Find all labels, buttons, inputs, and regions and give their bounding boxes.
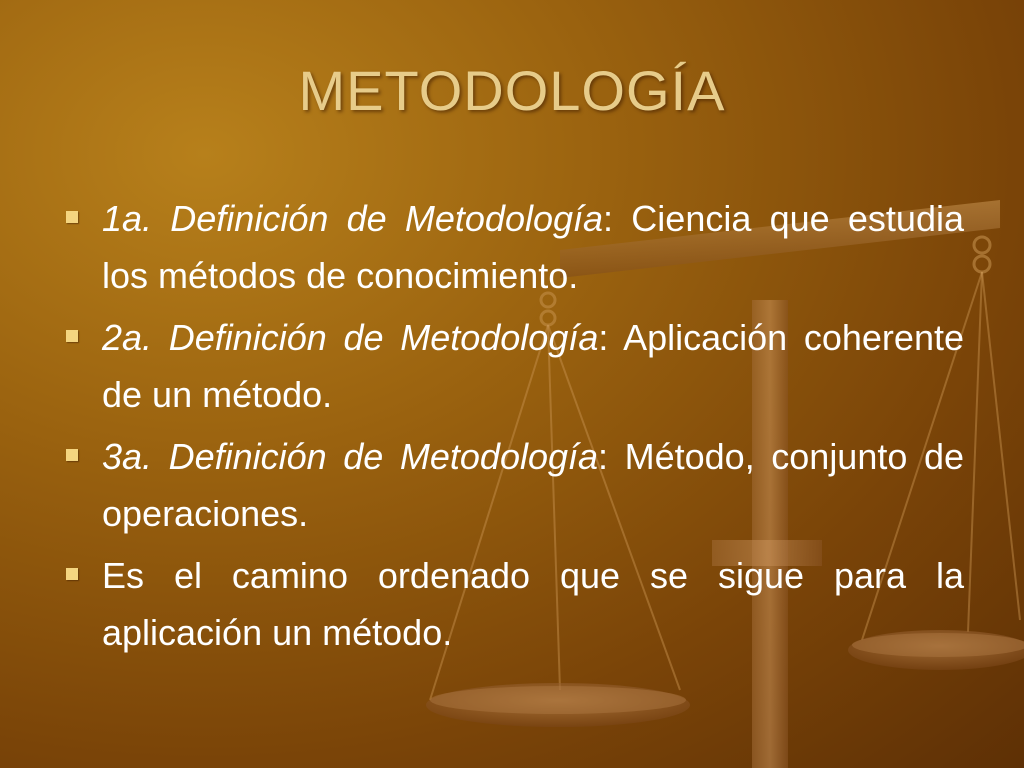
definition-term: 1a. Definición de Metodología [102, 198, 604, 239]
square-bullet-icon [66, 330, 78, 342]
square-bullet-icon [66, 211, 78, 223]
definition-text: Ciencia que estudia los métodos de conocimiento. [102, 198, 964, 296]
term-separator: : [598, 317, 609, 358]
bullet-list [60, 190, 964, 666]
list-item [60, 309, 964, 423]
list-item [60, 547, 964, 661]
square-bullet-icon [66, 449, 78, 461]
list-item [60, 190, 964, 304]
definition-text: Método, conjunto de operaciones. [102, 436, 964, 534]
definition-term: 2a. Definición de Metodología [102, 317, 599, 358]
slide-title: METODOLOGÍA [298, 59, 726, 122]
definition-term: 3a. Definición de Metodología [102, 436, 599, 477]
term-separator: : [603, 198, 614, 239]
definition-text: Aplicación coherente de un método. [102, 317, 964, 415]
list-item [60, 428, 964, 542]
statement-text: Es el camino ordenado que se sigue para la aplicación un método. [102, 555, 964, 653]
square-bullet-icon [66, 568, 78, 580]
term-separator: : [598, 436, 609, 477]
